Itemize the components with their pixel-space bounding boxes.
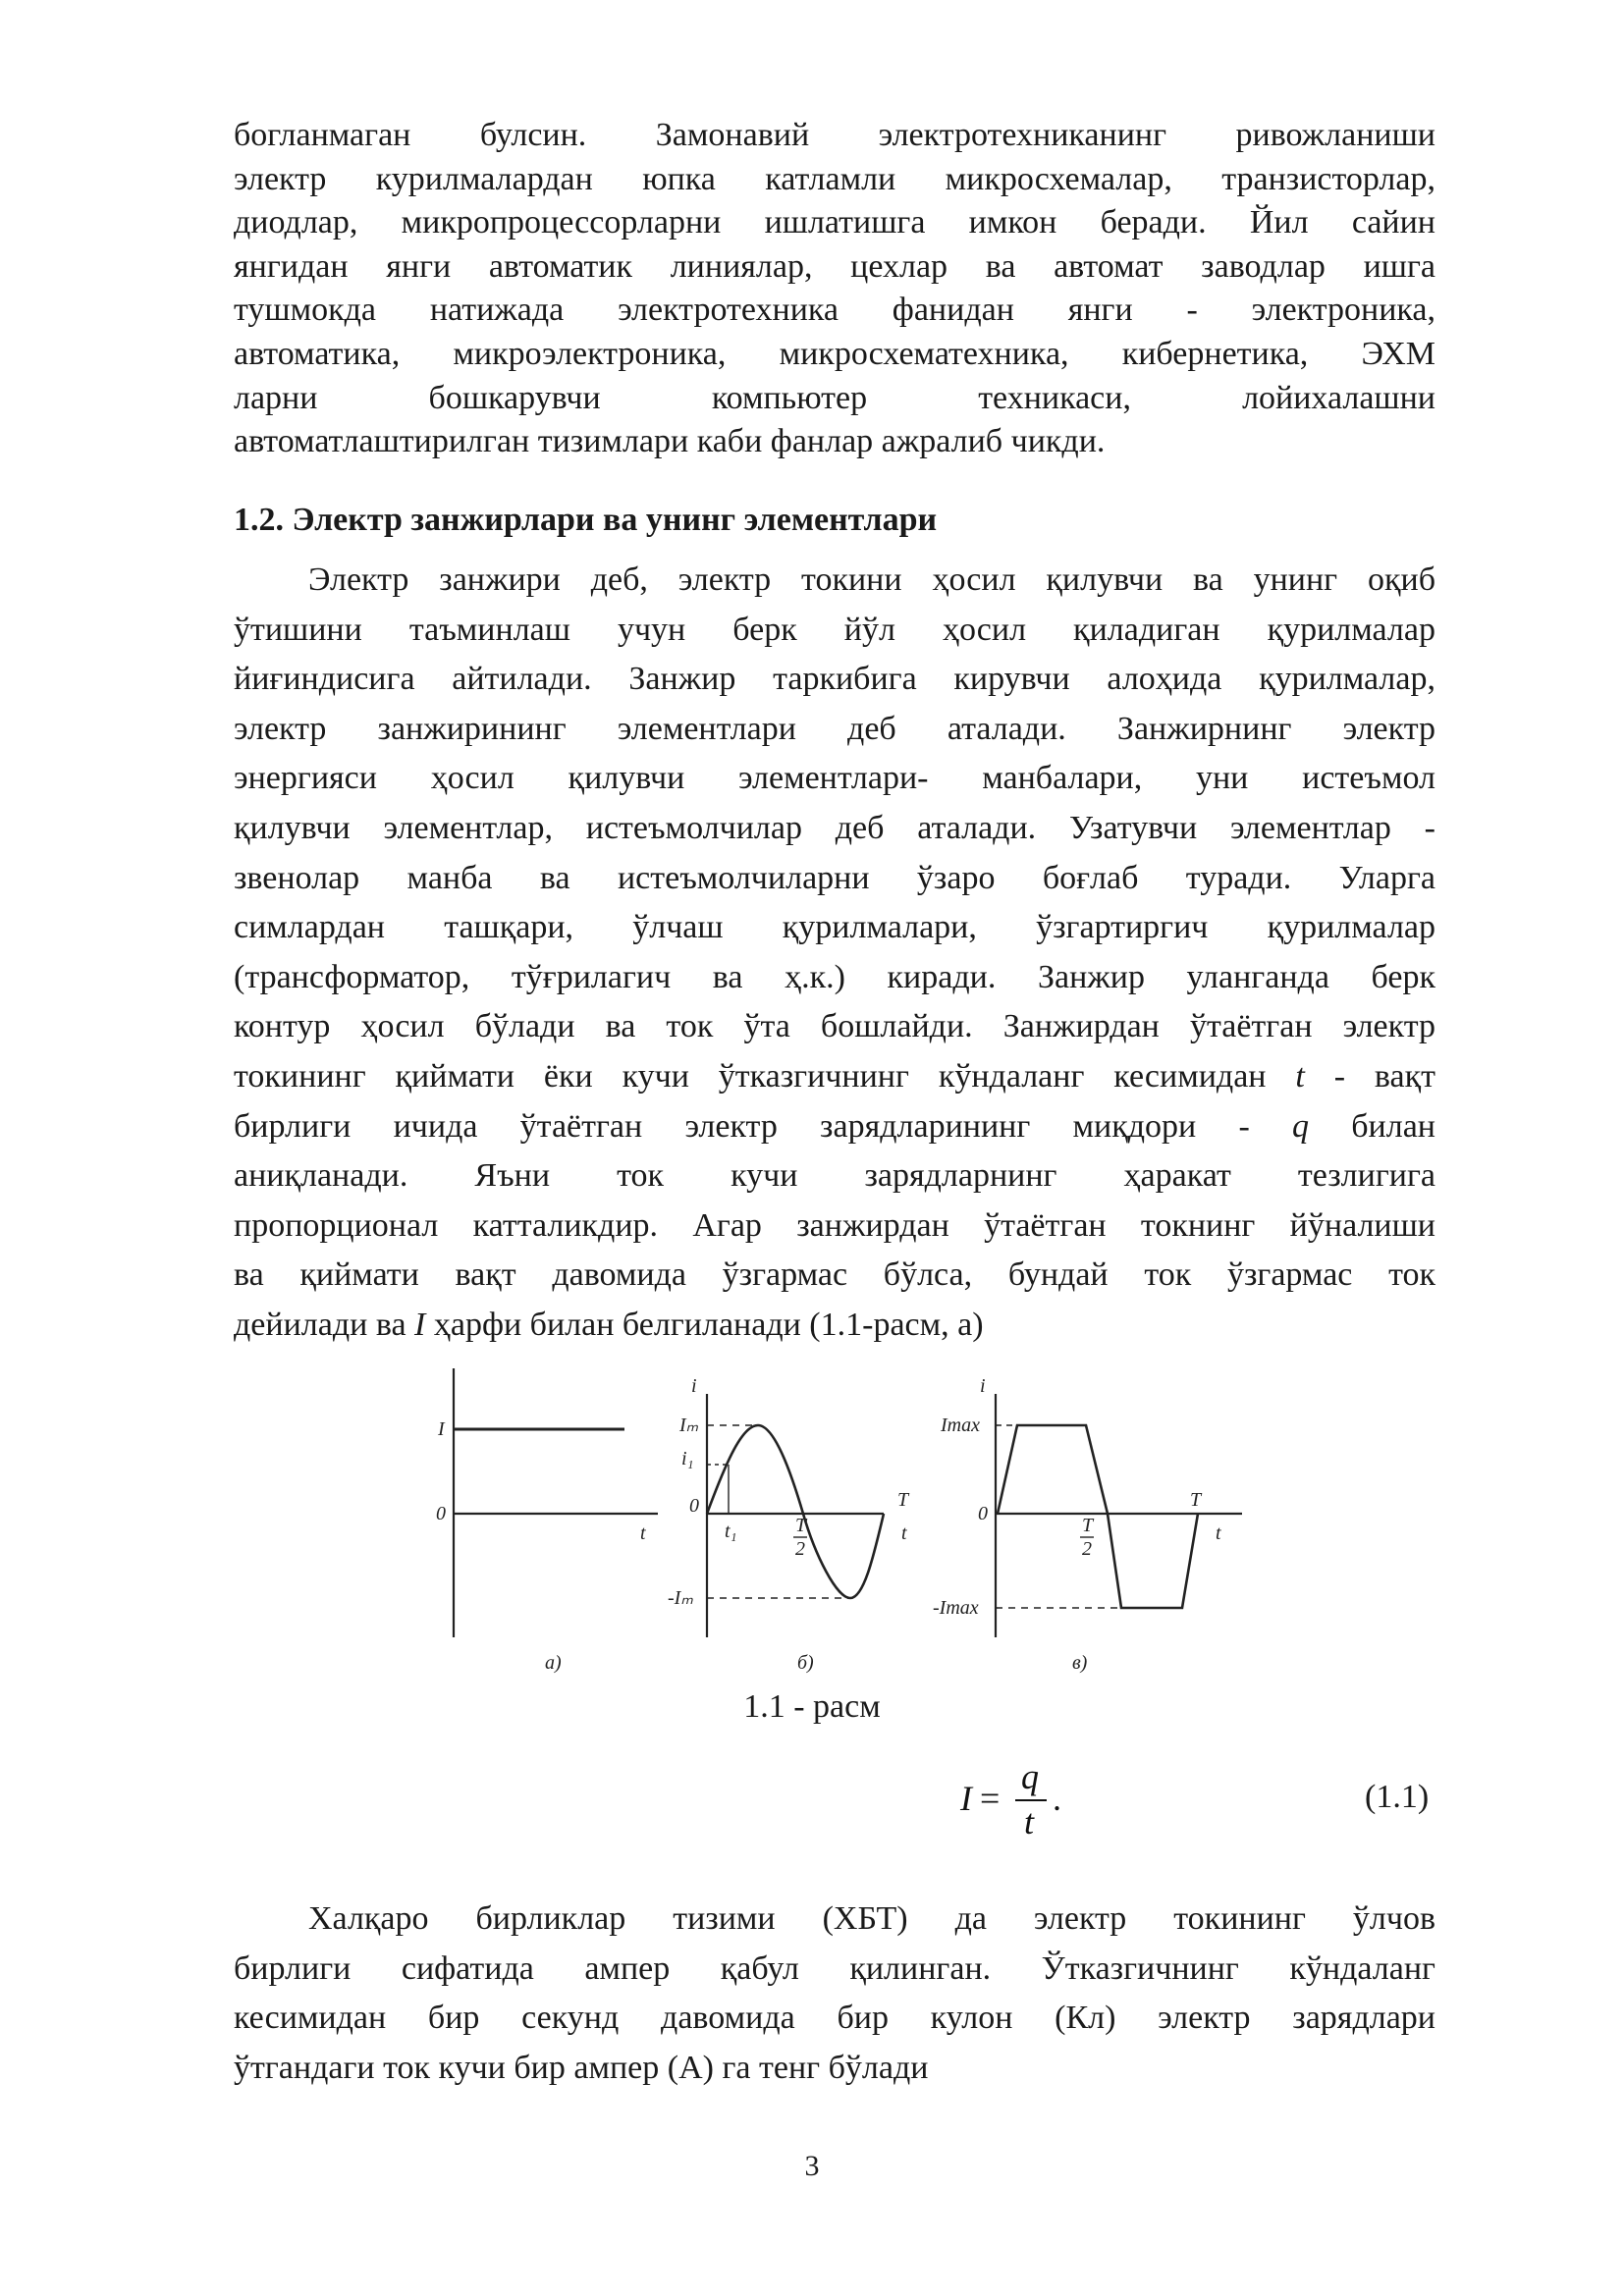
section-heading-block bbox=[234, 499, 1435, 542]
formula-lhs: I bbox=[960, 1779, 972, 1818]
text-line: богланмаган булсин. Замонавий электротехниканинг ривожланиши bbox=[234, 117, 1435, 153]
text-line: электр занжирининг элементлари деб аталади. Занжирнинг электр bbox=[234, 710, 1435, 747]
page-number: 3 bbox=[804, 2150, 820, 2182]
text-run: бирлиги ичида ўтаётган электр зарядларининг миқдори - bbox=[234, 1107, 1293, 1145]
paragraph-circuit bbox=[234, 556, 1435, 1351]
panel-b-sine-current bbox=[668, 1375, 910, 1674]
text-line: Халқаро бирликлар тизими (ХБТ) да электр токининг ўлчов bbox=[308, 1900, 1435, 1937]
text-run: дейилади ва bbox=[234, 1306, 415, 1343]
variable-q: q bbox=[1292, 1107, 1310, 1145]
text-line: автоматлаштирилган тизимлари каби фанлар ажралиб чикди. bbox=[234, 423, 1106, 460]
panel-b-t-label: t bbox=[901, 1522, 907, 1544]
panel-c-trapezoid-current bbox=[933, 1375, 1242, 1674]
panel-a-origin: 0 bbox=[436, 1503, 446, 1524]
text-line: Электр занжири деб, электр токини ҳосил қилувчи ва унинг оқиб bbox=[308, 561, 1435, 598]
panel-a-dc-current bbox=[436, 1368, 658, 1674]
text-line: контур ҳосил бўлади ва ток ўта бошлайди. Занжирдан ўтаётган электр bbox=[234, 1008, 1435, 1045]
panel-b-i1-label: i₁ bbox=[681, 1448, 694, 1469]
text-run: токининг қиймати ёки кучи ўтказгичнинг кўндаланг кесимидан bbox=[234, 1057, 1296, 1095]
panel-c-caption: в) bbox=[1072, 1652, 1088, 1674]
text-run: ҳарфи билан белгиланади (1.1-расм, а) bbox=[425, 1306, 984, 1343]
text-line bbox=[234, 1052, 1435, 1102]
figure-current-waveforms bbox=[412, 1362, 1257, 1677]
panel-b-half-T-num: T bbox=[795, 1515, 807, 1536]
text-line: йиғиндисига айтилади. Занжир таркибига кирувчи алоҳида қурилмалар, bbox=[234, 661, 1435, 698]
panel-b-caption: б) bbox=[797, 1652, 814, 1674]
panel-b-sine-curve bbox=[707, 1425, 884, 1598]
text-line: энергияси ҳосил қилувчи элементлари- манбалари, уни истеъмол bbox=[234, 760, 1435, 797]
panel-c-origin: 0 bbox=[978, 1503, 988, 1524]
text-line: симлардан ташқари, ўлчаш қурилмалари, ўзгартиргич қурилмалар bbox=[234, 909, 1435, 946]
text-line: ларни бошкарувчи компьютер техникаси, лойихалашни bbox=[234, 379, 1435, 416]
text-line: диодлар, микропроцессорларни ишлатишга имкон беради. Йил сайин bbox=[234, 204, 1435, 241]
text-line bbox=[234, 1102, 1435, 1152]
text-run: - вақт bbox=[1304, 1057, 1435, 1095]
text-line: электр курилмалардан юпка катламли микросхемалар, транзисторлар, bbox=[234, 160, 1435, 197]
text-line: бирлиги сифатида ампер қабул қилинган. Ўтказгичнинг кўндаланг bbox=[234, 1949, 1435, 1987]
text-run: билан bbox=[1309, 1107, 1435, 1145]
text-line bbox=[234, 1301, 1435, 1351]
panel-b-neg-im-label: -Iₘ bbox=[668, 1587, 693, 1609]
panel-c-i-axis-label: i bbox=[980, 1375, 986, 1397]
panel-b-origin: 0 bbox=[689, 1495, 699, 1517]
panel-b-i-axis-label: i bbox=[691, 1375, 697, 1397]
text-line: аниқланади. Яъни ток кучи зарядларнинг ҳаракат тезлигига bbox=[234, 1157, 1435, 1195]
panel-c-trapezoid-wave bbox=[998, 1425, 1198, 1608]
text-line: звенолар манба ва истеъмолчиларни ўзаро боғлаб туради. Уларга bbox=[234, 859, 1435, 896]
panel-a-caption: а) bbox=[545, 1652, 562, 1674]
panel-c-imax-label: Imax bbox=[941, 1415, 980, 1436]
panel-c-neg-imax-label: -Imax bbox=[933, 1597, 979, 1619]
paragraph-intro bbox=[234, 114, 1435, 464]
formula-numerator: q bbox=[1021, 1757, 1039, 1796]
text-line: пропорционал катталикдир. Агар занжирдан ўтаётган токнинг йўналиши bbox=[234, 1206, 1435, 1244]
text-line: автоматика, микроэлектроника, микросхематехника, кибернетика, ЭХМ bbox=[234, 335, 1435, 372]
text-line: кесимидан бир секунд давомида бир кулон (Кл) электр зарядлари bbox=[234, 2000, 1435, 2037]
panel-c-t-label: t bbox=[1216, 1522, 1221, 1544]
text-line: (трансформатор, тўғрилагич ва ҳ.к.) киради. Занжир уланганда берк bbox=[234, 958, 1435, 995]
formula-graphic bbox=[958, 1749, 1076, 1847]
paragraph-si-unit bbox=[234, 1895, 1435, 2093]
equation-number: (1.1) bbox=[1365, 1779, 1430, 1815]
text-line: тушмокда натижада электротехника фанидан янги - электроника, bbox=[234, 292, 1435, 329]
formula-current bbox=[958, 1749, 1076, 1847]
panel-b-im-label: Iₘ bbox=[679, 1415, 699, 1436]
formula-denominator: t bbox=[1024, 1802, 1035, 1842]
formula-dot: . bbox=[1053, 1779, 1061, 1818]
text-line: ўтишини таъминлаш учун берк йўл ҳосил қиладиган қурилмалар bbox=[234, 611, 1435, 648]
text-line: янгидан янги автоматик линиялар, цехлар ва автомат заводлар ишга bbox=[234, 247, 1435, 285]
formula-equals: = bbox=[980, 1779, 1001, 1818]
panel-b-half-T-den: 2 bbox=[795, 1538, 805, 1560]
figure-caption: 1.1 - расм bbox=[743, 1688, 881, 1725]
panel-a-I-label: I bbox=[438, 1418, 445, 1440]
text-line: қилувчи элементлар, истеъмолчилар деб аталади. Узатувчи элементлар - bbox=[234, 809, 1435, 846]
panel-c-half-T-num: T bbox=[1082, 1515, 1094, 1536]
panel-b-T-label: T bbox=[897, 1489, 909, 1511]
text-line: ва қиймати вақт давомида ўзгармас бўлса, бундай ток ўзгармас ток bbox=[234, 1256, 1435, 1294]
panel-a-t-label: t bbox=[640, 1522, 646, 1544]
variable-I: I bbox=[414, 1306, 426, 1343]
panel-b-t1-label: t₁ bbox=[725, 1521, 737, 1542]
panel-c-T-label: T bbox=[1190, 1489, 1202, 1511]
text-line: ўтгандаги ток кучи бир ампер (А) га тенг бўлади bbox=[234, 2049, 929, 2086]
section-heading: 1.2. Электр занжирлари ва унинг элементлари bbox=[234, 502, 938, 538]
variable-t: t bbox=[1295, 1057, 1305, 1095]
waveform-diagram bbox=[412, 1362, 1257, 1677]
panel-c-half-T-den: 2 bbox=[1082, 1538, 1092, 1560]
